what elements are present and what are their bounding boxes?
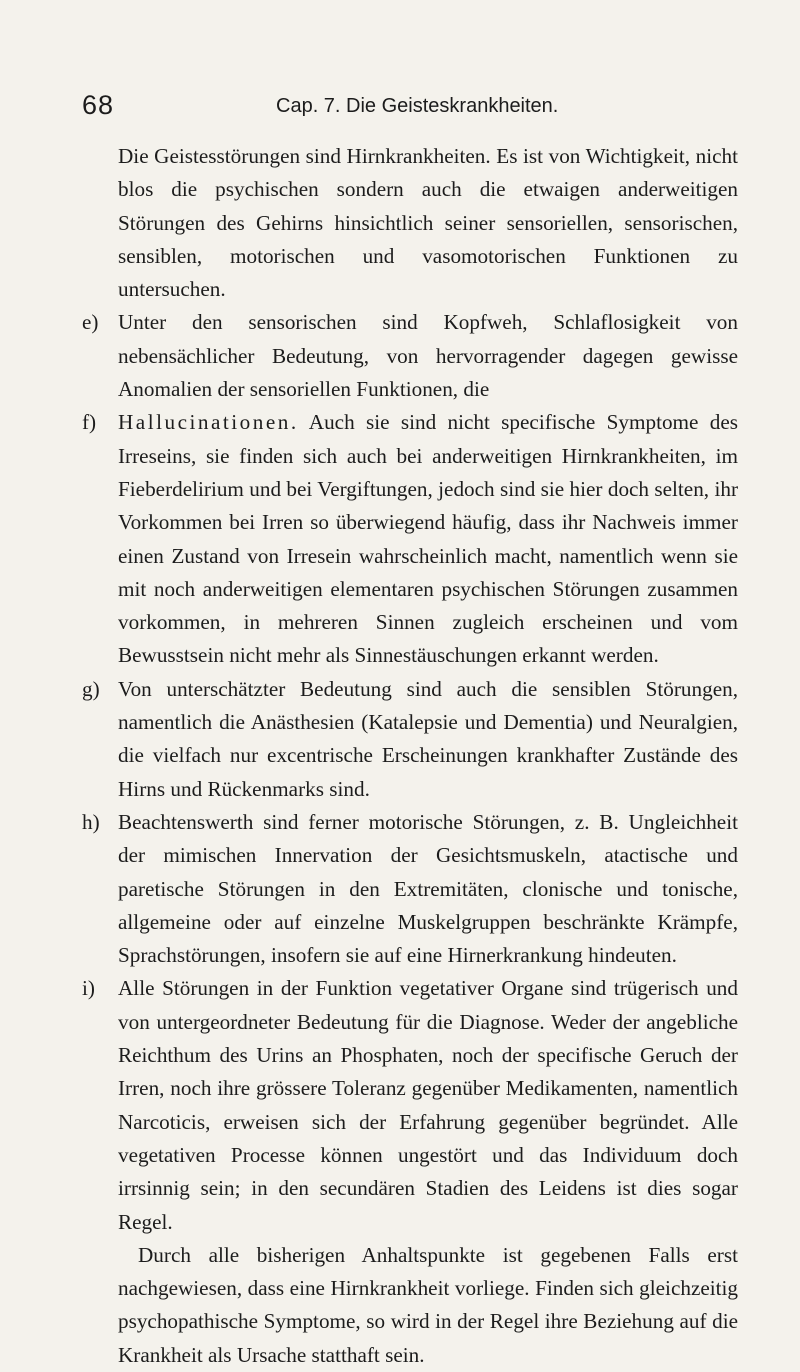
intro-paragraph: Die Geistesstörungen sind Hirnkrankheiten. Es ist von Wichtigkeit, nicht blos die psychischen sondern auch die etwaigen anderweitigen Störungen des Gehirns hinsichtlich seiner sensoriellen, sensorischen, sensiblen, motorischen und vasomotorischen Funktionen zu untersuchen.	[118, 144, 738, 302]
list-item-text: Alle Störungen in der Funktion vegetativer Organe sind trügerisch und von untergeordneter Bedeutung für die Diagnose. Weder der angebliche Reichthum des Urins an Phosphaten, noch der specifische Geruch der Irren, noch ihre grössere Toleranz gegenüber Medikamenten, namentlich Narcoticis, erweisen sich der Erfahrung gegenüber begründet. Alle vegetativen Processe können ungestört und das Individuum doch irrsinnig sein; in den secundären Stadien des Leidens ist dies sogar Regel.	[118, 976, 738, 1234]
page-number: 68	[82, 90, 115, 120]
list-item-text: Von unterschätzter Bedeutung sind auch die sensiblen Störungen, namentlich die Anästhesien (Katalepsie und Dementia) und Neuralgien, die vielfach nur excentrische Erscheinungen krankhafter Zustände des Hirns und Rückenmarks sind.	[118, 676, 738, 801]
list-marker: e)	[82, 310, 99, 335]
list-item-text: Unter den sensorischen sind Kopfweh, Schlaflosigkeit von nebensächlicher Bedeutung, von hervorragender dagegen gewisse Anomalien der sensoriellen Funktionen, die	[118, 310, 738, 402]
list-item-f	[82, 406, 738, 672]
list-item-h	[82, 806, 738, 972]
list-marker: f)	[82, 410, 97, 435]
list-marker: g)	[82, 676, 100, 701]
list-marker: h)	[82, 809, 100, 834]
body-text	[82, 140, 738, 1372]
list-item-e	[82, 306, 738, 406]
list-item-g	[82, 673, 738, 806]
emphasized-term: Hallucinationen.	[118, 410, 299, 435]
final-paragraph: Durch alle bisherigen Anhaltspunkte ist gegebenen Falls erst nachgewiesen, dass eine Hirnkrankheit vorliege. Finden sich gleichzeitig psychopathische Symptome, so wird in der Regel ihre Beziehung auf die Krankheit als Ursache statthaft sein.	[118, 1242, 738, 1367]
running-head: Cap. 7. Die Geisteskrankheiten.	[276, 95, 559, 117]
list-item-i	[82, 972, 738, 1238]
list-item-text: Auch sie sind nicht specifische Symptome des Irreseins, sie finden sich auch bei anderweitigen Hirnkrankheiten, im Fieberdelirium und bei Vergiftungen, jedoch sind sie hier doch selten, ihr Vorkommen bei Irren so überwiegend häufig, dass ihr Nachweis immer einen Zustand von Irresein wahrscheinlich macht, namentlich wenn sie mit noch anderweitigen elementaren psychischen Störungen zusammen vorkommen, in mehreren Sinnen zugleich erscheinen und vom Bewusstsein nicht mehr als Sinnestäuschungen erkannt werden.	[118, 410, 738, 668]
list-marker: i)	[82, 976, 95, 1001]
list-item-text: Beachtenswerth sind ferner motorische Störungen, z. B. Ungleichheit der mimischen Innervation der Gesichtsmuskeln, atactische und paretische Störungen in den Extremitäten, clonische und tonische, allgemeine oder auf einzelne Muskelgruppen beschränkte Krämpfe, Sprachstörungen, insofern sie auf eine Hirnerkrankung hindeuten.	[118, 809, 738, 968]
page-header	[82, 90, 722, 126]
